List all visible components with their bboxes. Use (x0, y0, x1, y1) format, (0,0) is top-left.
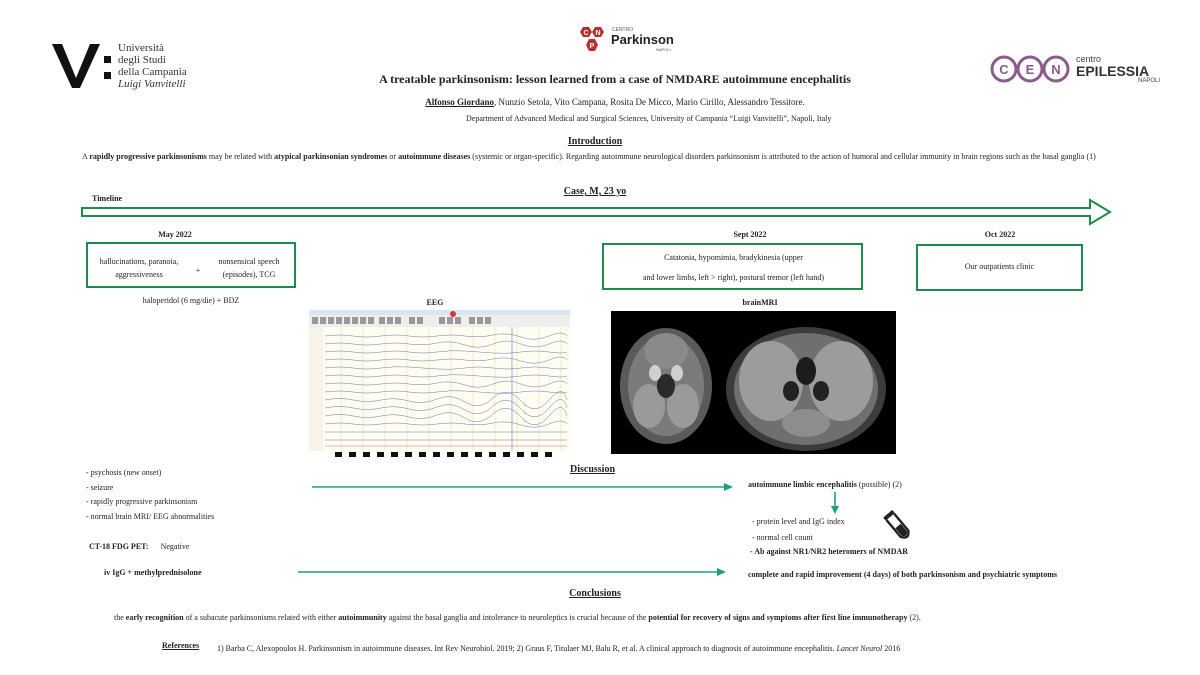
concl-bold-2: autoimmunity (338, 613, 387, 622)
cnp-small: CENTRO (612, 27, 634, 33)
logo-line-3: della Campania (118, 66, 187, 78)
vanvitelli-v-icon (52, 42, 114, 90)
ref-text: 1) Barba C, Alexopoulos H. Parkinsonism in autoimmune diseases. Int Rev Neurobiol. 2019; 2) Graus F, Titulaer MJ, Balu R, et al. A clinical approach to diagnosis of autoimmune encephalitis. (217, 644, 837, 653)
intro-text-1: A (82, 152, 90, 161)
brain-mri-images (611, 311, 896, 454)
page-title: A treatable parkinsonism: lesson learned from a case of NMDARE autoimmune encephalitis (379, 72, 851, 86)
outcome: complete and rapid improvement (4 days) of both parkinsonism and psychiatric symptoms (748, 570, 1057, 579)
bullet-mri-eeg: - normal brain MRI/ EEG abnormalities (86, 511, 215, 521)
bullet-seizure: - seizure (86, 482, 114, 492)
may-treatment: haloperidol (6 mg/die) + BDZ (142, 296, 240, 305)
discussion-bullets (86, 466, 296, 524)
intro-text-2: may be related with (206, 152, 275, 161)
logo-line-1: Università (118, 42, 164, 54)
cen-letter-n: N (1051, 62, 1061, 77)
author-list (300, 97, 930, 107)
intro-text-3: or (387, 152, 399, 161)
discussion-arrow-icon (310, 481, 735, 493)
vanvitelli-logo (52, 42, 202, 92)
diagnosis-bold: autoimmune limbic encephalitis (748, 480, 857, 489)
cen-letter-e: E (1025, 62, 1035, 77)
cnp-letter-p: P (589, 43, 595, 50)
bullet-parkinsonism: - rapidly progressive parkinsonism (86, 497, 198, 506)
sept-text-1: Catatonia, hypomimia, bradykinesia (upper (664, 253, 803, 262)
eeg-label: EEG (426, 298, 444, 307)
ref-year: 2016 (882, 644, 901, 653)
test-tube-icon (878, 508, 918, 544)
cen-sub: NAPOLI (1138, 78, 1161, 84)
therapy-arrow-icon (296, 566, 728, 578)
introduction-text (82, 151, 1167, 163)
eeg-screenshot (309, 310, 570, 458)
oct-text: Our outpatients clinic (964, 262, 1035, 271)
cnp-letter-c: C (583, 30, 589, 37)
may-date: May 2022 (158, 230, 192, 239)
intro-bold-3: autoimmune diseases (398, 152, 471, 161)
cnp-hex-icon (576, 26, 608, 54)
cnp-letter-n: N (595, 30, 601, 37)
cnp-sub: NAPOLI (656, 47, 671, 52)
pet-result (89, 542, 189, 551)
intro-bold-2: atypical parkinsonian syndromes (274, 152, 388, 161)
logo-line-4: Luigi Vanvitelli (118, 78, 186, 90)
pet-label: CT-18 FDG PET: (89, 542, 149, 551)
oct-date: Oct 2022 (984, 230, 1016, 239)
down-arrow-icon (829, 491, 841, 515)
antibody-finding: - Ab against NR1/NR2 heteromers of NMDAR (750, 547, 909, 556)
may-symptoms-left: hallucinations, paranoia, aggressiveness (99, 257, 179, 279)
may-plus: + (195, 266, 201, 275)
pet-value: Negative (160, 542, 190, 551)
bullet-psychosis: - psychosis (new onset) (86, 468, 162, 477)
affiliation: Department of Advanced Medical and Surgical Sciences, University of Campania “Luigi Vanvitelli”, Napoli, Italy (466, 114, 832, 123)
centro-parkinson-logo (576, 26, 676, 56)
mri-label: brainMRI (742, 298, 778, 307)
intro-bold-1: rapidly progressive parkinsonisms (89, 152, 207, 161)
csf-protein: - protein level and IgG index (752, 517, 845, 526)
case-heading: Case, M, 23 yo (563, 186, 627, 197)
may-symptoms-right: nonsensical speech (episodes), TCG (218, 257, 280, 279)
conclusions-heading: Conclusions (569, 588, 621, 599)
intro-text-4: (systemic or organ-specific). Regarding autoimmune neurological disorders parkinsonism is attributed to the action of humoral and cellular immunity in brain regions such as the basal ganglia (1) (470, 152, 1096, 161)
concl-text-2: of a subacute parkinsonisms related with either (183, 613, 339, 622)
references-text (217, 643, 1117, 655)
csf-cell-count: - normal cell count (752, 533, 813, 542)
concl-text-4: (2). (907, 613, 921, 622)
concl-text-3: against the basal ganglia and intolerance to neuroleptics is crucial because of the (386, 613, 649, 622)
logo-line-2: degli Studi (118, 54, 166, 66)
conclusions-text (114, 612, 1114, 624)
oct-box (916, 244, 1083, 291)
sept-text-2: and lower limbs, left > right), postural tremor (left hand) (642, 273, 825, 282)
cnp-main: Parkinson (611, 32, 674, 47)
first-author: Alfonso Giordano (425, 97, 495, 107)
discussion-heading: Discussion (569, 464, 615, 475)
concl-bold-3: potential for recovery of signs and symptoms after first line immunotherapy (648, 613, 908, 622)
other-authors: , Nunzio Setola, Vito Campana, Rosita De Micco, Mario Cirillo, Alessandro Tessitore. (494, 97, 805, 107)
cen-letter-c: C (999, 62, 1009, 77)
timeline-arrow-icon (80, 198, 1114, 226)
ref-journal: Lancet Neurol (836, 644, 883, 653)
cen-small: centro (1076, 54, 1102, 64)
cen-main: EPILESSIA (1076, 63, 1150, 79)
concl-text-1: the (114, 613, 126, 622)
therapy: iv IgG + methylprednisolone (104, 568, 202, 577)
references-heading: References (162, 641, 200, 650)
sept-date: Sept 2022 (733, 230, 767, 239)
sept-symptoms-box (602, 243, 863, 290)
diagnosis-rest: (possible) (2) (856, 480, 902, 489)
may-symptoms-box (86, 242, 296, 288)
introduction-heading: Introduction (567, 136, 623, 147)
diagnosis (748, 480, 902, 489)
concl-bold-1: early recognition (125, 613, 184, 622)
timeline-label: Timeline (92, 194, 123, 203)
